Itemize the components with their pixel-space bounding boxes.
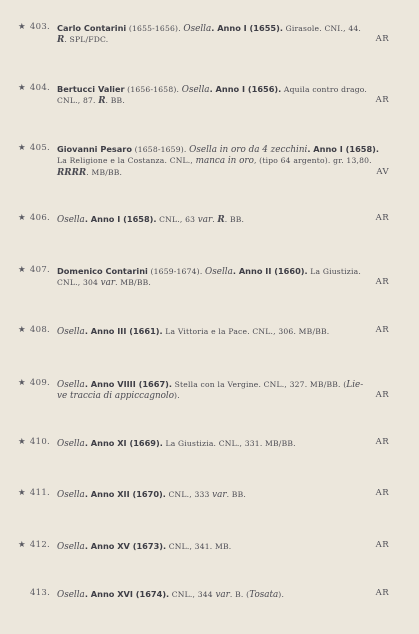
lot-number: ★ 411. (18, 488, 51, 498)
text-run: . Anno XII (1670). (84, 489, 166, 499)
star-icon: ★ (18, 540, 26, 550)
lot-line (57, 155, 389, 167)
text-run: (1656-1658). (124, 85, 182, 94)
metal-code: AR (375, 588, 389, 598)
text-run: La Giustizia. CNL., 331. MB/BB. (162, 439, 296, 448)
text-run: La Vittoria e la Pace. CNL., 306. MB/BB. (162, 327, 330, 336)
lot-line (57, 588, 389, 601)
text-run: ve traccia di appiccagnolo (57, 391, 175, 401)
lot-line (57, 540, 389, 553)
text-run: Stella con la Vergine. CNL., 327. MB/BB. ( (172, 380, 347, 389)
text-run: Carlo Contarini (57, 23, 127, 33)
text-run: var (212, 490, 227, 500)
text-run: Osella in oro da 4 zecchini (189, 145, 308, 155)
lot-number: ★ 410. (18, 437, 51, 447)
lot-number: ★ 406. (18, 213, 51, 223)
lot-number: ★ 403. (18, 22, 51, 32)
text-run: . Anno XVI (1674). (84, 589, 170, 599)
text-run: . Anno VIIII (1667). (84, 379, 172, 389)
text-run: . SPL/FDC. (64, 35, 109, 44)
text-run: (1655-1656). (126, 24, 184, 33)
star-icon: ★ (18, 265, 26, 275)
text-run: Osella (205, 267, 233, 277)
metal-code: AV (376, 167, 389, 177)
text-run: . BB. (105, 96, 125, 105)
text-run: Osella (57, 490, 85, 500)
text-run: Girasole. CNI., 44. (282, 24, 362, 33)
metal-code: AR (375, 540, 389, 550)
lot-line (57, 277, 389, 289)
text-run: var (215, 590, 230, 600)
text-run: ). (278, 590, 285, 599)
star-icon: ★ (18, 83, 26, 93)
lot-line (57, 95, 389, 107)
text-run: Osella (57, 542, 85, 552)
text-run: var (197, 215, 213, 225)
lot-line (57, 437, 389, 450)
star-icon: ★ (18, 437, 26, 447)
metal-code: AR (375, 390, 389, 400)
text-run: (1659-1674). (147, 267, 206, 276)
text-run: . (212, 215, 218, 224)
text-run: . BB. (226, 490, 246, 499)
text-run: Osella (57, 215, 85, 225)
star-icon: ★ (18, 325, 26, 335)
star-icon: ★ (18, 213, 26, 223)
text-run: Osella (57, 380, 85, 390)
star-icon: ★ (18, 22, 26, 32)
lot-line (57, 325, 389, 338)
lot-number: ★ 409. (18, 378, 51, 388)
text-run: La Giustizia. (307, 267, 361, 276)
text-run: . Anno I (1658). (84, 214, 157, 224)
text-run: CNL., 333 (165, 490, 213, 499)
text-run: R (57, 35, 65, 45)
text-run: . Anno II (1660). (232, 266, 308, 276)
text-run: manca in oro (195, 156, 254, 166)
metal-code: AR (375, 488, 389, 498)
text-run: CNL., 344 (169, 590, 216, 599)
lot-line (57, 488, 389, 501)
lot-line (57, 213, 389, 226)
lot-line (57, 34, 389, 46)
text-run: CNL., 341. MB. (166, 542, 232, 551)
text-run: Osella (57, 327, 85, 337)
text-run: . Anno I (1655). (211, 23, 283, 33)
metal-code: AR (375, 325, 389, 335)
lot-number: ★ 408. (18, 325, 51, 335)
text-run: Aquila contro drago. (281, 85, 368, 94)
text-run: . Anno XV (1673). (84, 541, 167, 551)
text-run: . B. ( (229, 590, 250, 599)
text-run: . MB/BB. (86, 168, 123, 177)
text-run: Giovanni Pesaro (57, 144, 132, 154)
metal-code: AR (375, 95, 389, 105)
text-run: Osella (57, 590, 85, 600)
text-run: Domenico Contarini (57, 266, 148, 276)
text-run: CNL., 63 (156, 215, 198, 224)
text-run: . Anno I (1658). (307, 144, 380, 154)
text-run: Bertucci Valier (57, 84, 125, 94)
text-run: R (217, 215, 225, 225)
text-run: Osella (57, 439, 85, 449)
text-run: Lie- (346, 380, 364, 390)
lot-line (57, 167, 389, 179)
text-run: CNL., 87. (57, 96, 99, 105)
metal-code: AR (375, 34, 389, 44)
metal-code: AR (375, 213, 389, 223)
star-icon: ★ (18, 378, 26, 388)
lot-number: 413. (30, 588, 51, 598)
star-icon: ★ (18, 488, 26, 498)
text-run: . Anno I (1656). (209, 84, 282, 94)
text-run: ). (174, 391, 180, 400)
text-run: . BB. (224, 215, 245, 224)
text-run: R (98, 96, 106, 106)
text-run: Tosata (249, 590, 279, 600)
text-run: . Anno III (1661). (84, 326, 163, 336)
text-run: La Religione e la Costanza. CNL., (57, 156, 196, 165)
star-icon: ★ (18, 143, 26, 153)
lot-number: ★ 407. (18, 265, 51, 275)
text-run: var (100, 278, 116, 288)
text-run: , (tipo 64 argento). gr. 13,80. (253, 156, 372, 165)
text-run: . Anno XI (1669). (84, 438, 163, 448)
lot-number: ★ 405. (18, 143, 51, 153)
text-run: Osella (183, 24, 212, 34)
text-run: (1658-1659). (131, 145, 190, 154)
text-run: RRRR (57, 168, 87, 178)
metal-code: AR (375, 437, 389, 447)
lot-line (57, 390, 389, 402)
text-run: . MB/BB. (115, 278, 151, 287)
lot-number: ★ 404. (18, 83, 51, 93)
metal-code: AR (375, 277, 389, 287)
text-run: CNL., 304 (57, 278, 101, 287)
lot-number: ★ 412. (18, 540, 51, 550)
text-run: Osella (181, 85, 210, 95)
